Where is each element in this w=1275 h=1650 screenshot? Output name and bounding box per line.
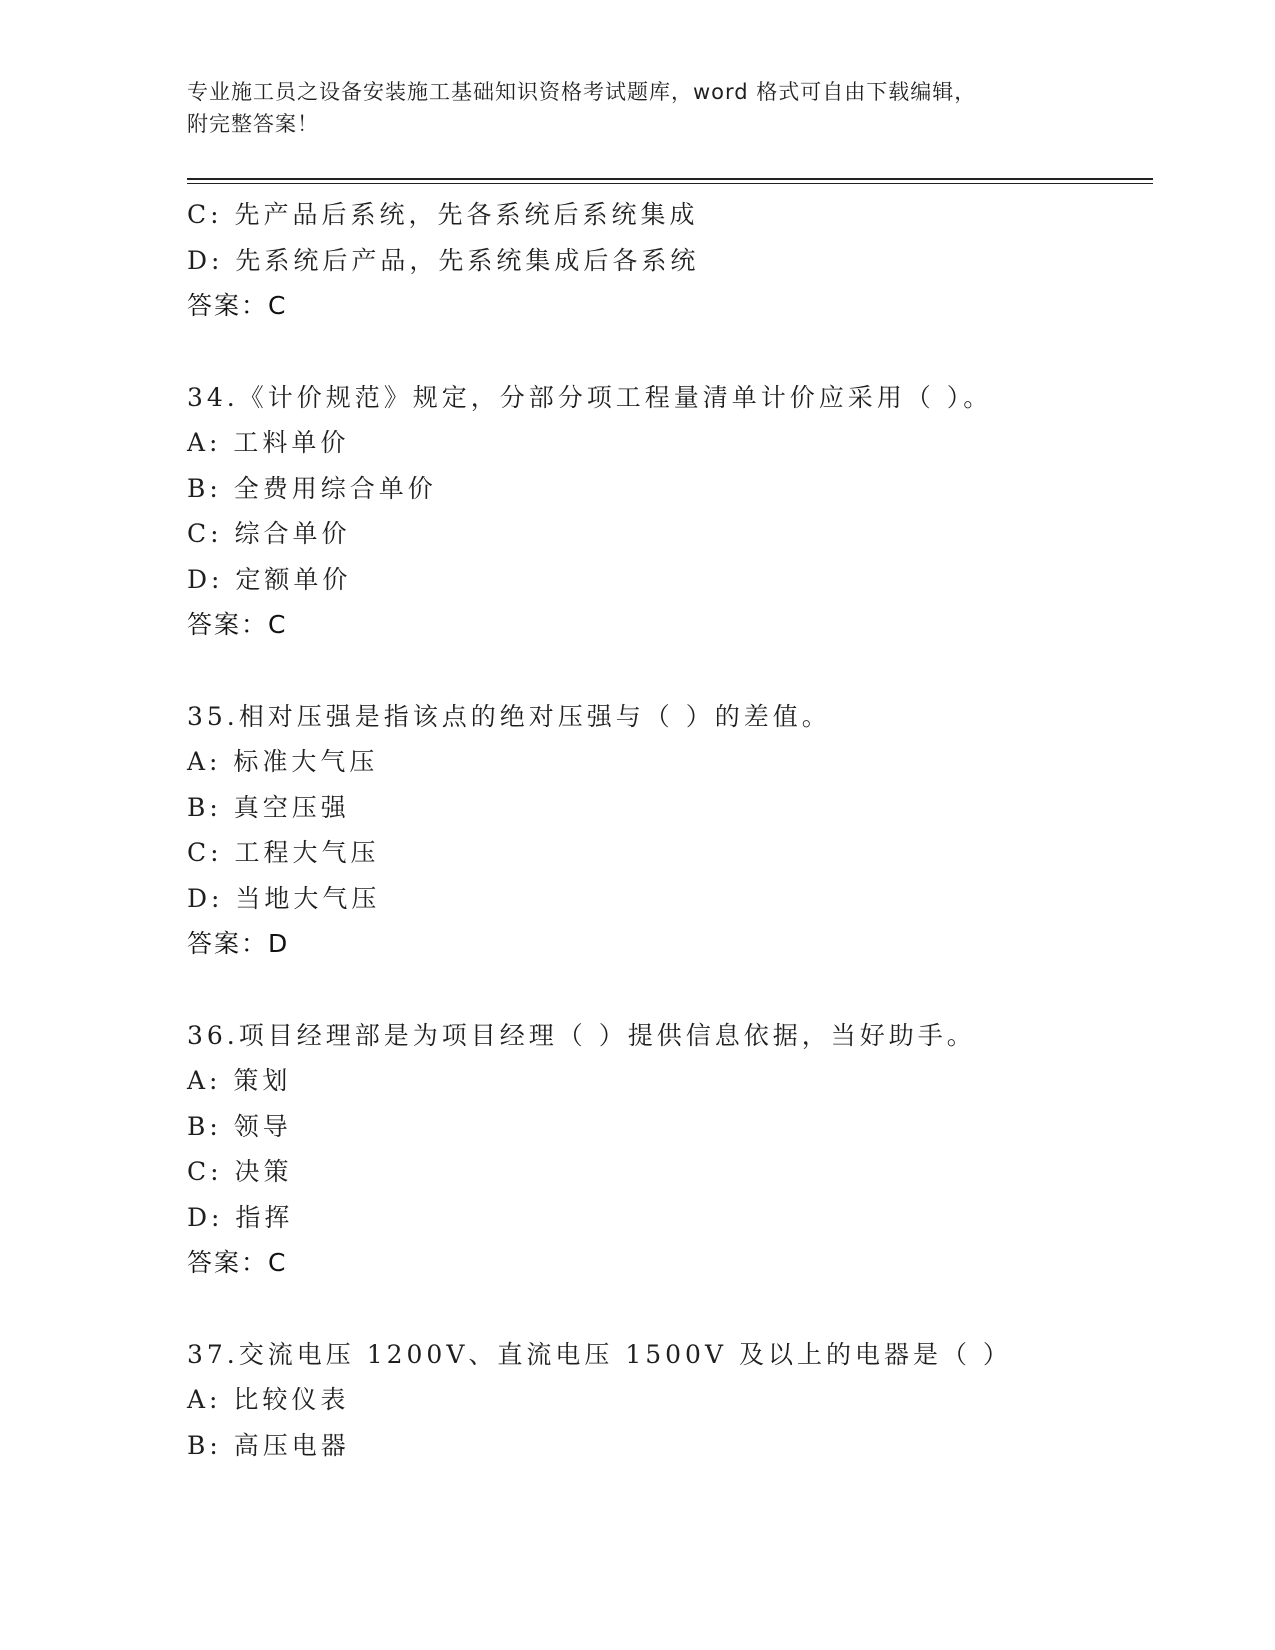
question-text: 34.《计价规范》规定，分部分项工程量清单计价应采用（ ）。 — [187, 382, 993, 412]
option-a: A: 工料单价 — [187, 428, 350, 457]
block-spacer — [187, 1286, 1137, 1332]
option-c: C: 工程大气压 — [187, 838, 380, 867]
block-spacer — [187, 967, 1137, 1013]
option-b: B: 高压电器 — [187, 1430, 350, 1460]
question-text: 35.相对压强是指该点的绝对压强与（ ）的差值。 — [187, 701, 831, 731]
option-a: A: 策划 — [187, 1066, 292, 1095]
option-d: D: 指挥 — [187, 1202, 294, 1232]
question-block-35 — [187, 694, 1137, 967]
header-divider-thick — [187, 178, 1153, 180]
answer-line: 答案：D — [187, 929, 290, 958]
document-header — [187, 76, 1087, 140]
header-line-1: 专业施工员之设备安装施工基础知识资格考试题库，word 格式可自由下载编辑， — [187, 80, 977, 104]
option-a: A: 标准大气压 — [187, 747, 379, 776]
option-b: B: 领导 — [187, 1111, 292, 1141]
block-spacer — [187, 648, 1137, 694]
option-c: C: 先产品后系统，先各系统后系统集成 — [187, 200, 699, 229]
header-line-2: 附完整答案！ — [187, 112, 319, 136]
question-block-37 — [187, 1332, 1137, 1469]
question-text: 37.交流电压 1200V、直流电压 1500V 及以上的电器是（ ） — [187, 1339, 1012, 1369]
option-d: D: 定额单价 — [187, 564, 352, 594]
answer-line: 答案：C — [187, 291, 288, 320]
question-list — [187, 192, 1137, 1468]
question-block-34 — [187, 375, 1137, 648]
option-b: B: 真空压强 — [187, 792, 350, 822]
option-a: A: 比较仪表 — [187, 1385, 350, 1414]
option-b: B: 全费用综合单价 — [187, 473, 437, 503]
answer-line: 答案：C — [187, 610, 288, 639]
block-spacer — [187, 329, 1137, 375]
question-block-33 — [187, 192, 1137, 329]
option-d: D: 先系统后产品，先系统集成后各系统 — [187, 245, 700, 275]
question-text: 36.项目经理部是为项目经理（ ）提供信息依据，当好助手。 — [187, 1020, 976, 1050]
answer-line: 答案：C — [187, 1248, 288, 1277]
option-d: D: 当地大气压 — [187, 883, 381, 913]
option-c: C: 决策 — [187, 1157, 293, 1186]
option-c: C: 综合单价 — [187, 519, 351, 548]
header-divider-thin — [187, 183, 1153, 184]
question-block-36 — [187, 1013, 1137, 1286]
